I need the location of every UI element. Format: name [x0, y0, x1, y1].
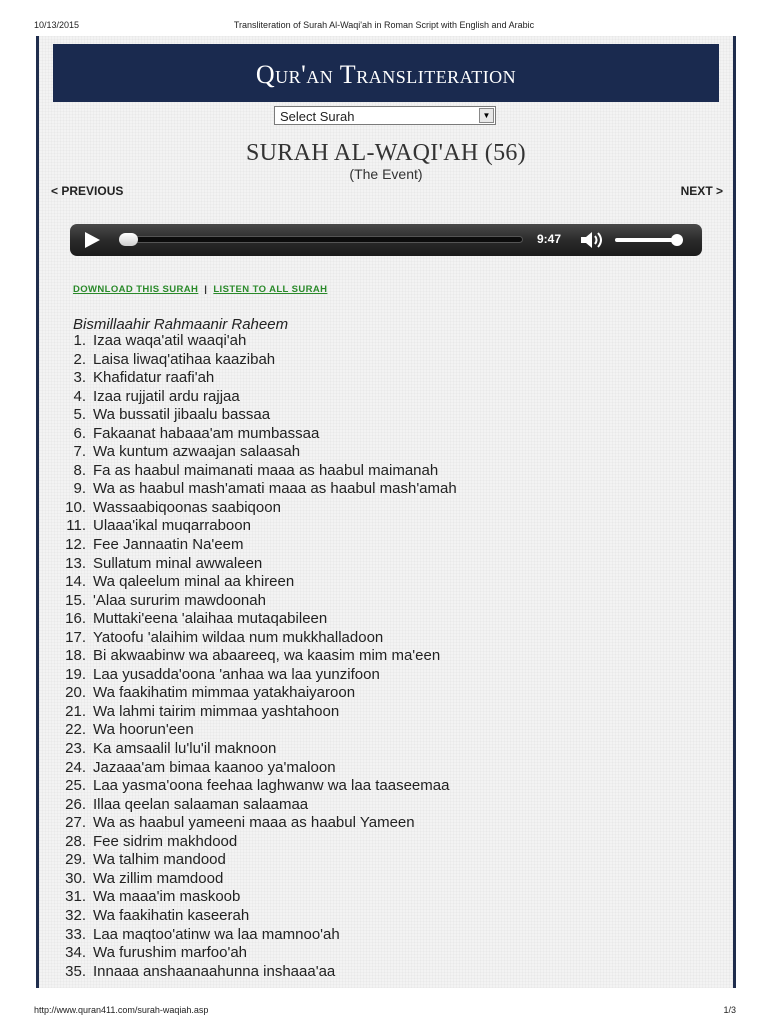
audio-player	[70, 224, 702, 256]
verse-text: Ka amsaalil lu'lu'il maknoon	[93, 740, 277, 758]
verse-text: Wa hoorun'een	[93, 721, 194, 739]
page-frame	[36, 36, 736, 988]
verse-text: Wa talhim mandood	[93, 851, 226, 869]
verse-text: Wa zillim mamdood	[93, 869, 224, 887]
verse-number: 24.	[65, 758, 86, 776]
download-surah-link[interactable]: DOWNLOAD THIS SURAH	[73, 284, 199, 295]
verse-number: 1.	[73, 332, 86, 349]
verse-number: 11.	[66, 517, 86, 535]
verse-text: Fee sidrim makhdood	[93, 832, 238, 850]
verse-number: 3.	[73, 369, 86, 387]
verse-number: 18.	[65, 647, 86, 665]
verse-number: 17.	[65, 628, 86, 646]
print-url: http://www.quran411.com/surah-waqiah.asp	[34, 1005, 209, 1015]
verse-number: 9.	[73, 480, 86, 498]
verse-text: Laa yusadda'oona 'anhaa wa laa yunzifoon	[93, 665, 380, 683]
verse-text: Sullatum minal awwaleen	[93, 554, 263, 572]
chevron-down-icon[interactable]: ▼	[479, 108, 494, 123]
surah-select-value: Select Surah	[280, 109, 355, 124]
verse-number: 19.	[65, 665, 86, 683]
verse-text: Ulaaa'ikal muqarraboon	[93, 517, 251, 535]
verse-number: 2.	[73, 350, 86, 368]
verse-text: Fa as haabul maimanati maaa as haabul maimanah	[93, 461, 439, 479]
verse-text: Wa qaleelum minal aa khireen	[93, 573, 295, 591]
verse-text: Wassaabiqoonas saabiqoon	[93, 498, 281, 516]
page-subtitle: (The Event)	[349, 166, 423, 182]
verse-text: Wa maaa'im maskoob	[93, 888, 241, 906]
verse-text: Fee Jannaatin Na'eem	[93, 536, 244, 554]
verse-number: 30.	[65, 869, 86, 887]
verse-text: Innaaa anshaanaahunna inshaaa'aa	[93, 962, 336, 980]
verse-number: 6.	[73, 424, 86, 442]
verse-number: 28.	[65, 832, 86, 850]
verse-number: 12.	[65, 536, 86, 554]
verse-number: 20.	[65, 684, 86, 702]
bismillah: Bismillaahir Rahmaanir Raheem	[73, 316, 289, 333]
print-date: 10/13/2015	[34, 20, 80, 30]
verse-text: Illaa qeelan salaaman salaamaa	[93, 795, 309, 813]
verse-text: Wa as haabul mash'amati maaa as haabul mash'amah	[93, 480, 457, 498]
verse-text: Yatoofu 'alaihim wildaa num mukkhalladoon	[93, 628, 384, 646]
verse-number: 34.	[65, 944, 86, 962]
print-title: Transliteration of Surah Al-Waqi'ah in Roman Script with English and Arabic	[233, 20, 535, 30]
verse-number: 33.	[65, 925, 86, 943]
verse-text: Jazaaa'am bimaa kaanoo ya'maloon	[93, 758, 336, 776]
print-page-number: 1/3	[723, 1005, 736, 1015]
verse-text: Laisa liwaq'atihaa kaazibah	[93, 350, 276, 368]
verse-text: Wa faakihatin kaseerah	[93, 906, 250, 924]
volume-thumb[interactable]	[671, 234, 683, 246]
verse-text: Wa as haabul yameeni maaa as haabul Yameen	[93, 814, 415, 832]
verse-number: 7.	[73, 443, 86, 461]
verse-text: Fakaanat habaaa'am mumbassaa	[93, 424, 320, 442]
verse-number: 14.	[65, 573, 86, 591]
verse-text: Bi akwaabinw wa abaareeq, wa kaasim mim ma'een	[93, 647, 441, 665]
seek-thumb[interactable]	[119, 233, 138, 246]
link-separator: |	[204, 284, 208, 295]
page-title: SURAH AL-WAQI'AH (56)	[246, 140, 526, 166]
surah-select[interactable]	[274, 106, 496, 125]
surah-links	[73, 284, 327, 295]
verse-number: 27.	[65, 814, 86, 832]
verse-number: 26.	[65, 795, 86, 813]
verse-number: 4.	[73, 387, 86, 405]
verse-text: Wa faakihatim mimmaa yatakhaiyaroon	[93, 684, 356, 702]
volume-icon[interactable]	[578, 229, 604, 251]
verse-number: 25.	[65, 777, 86, 795]
verse-text: Muttaki'eena 'alaihaa mutaqabileen	[93, 610, 328, 628]
verse-number: 31.	[65, 888, 86, 906]
site-banner[interactable]: Qur'an Transliteration	[53, 44, 719, 102]
verse-number: 10.	[65, 498, 86, 516]
verse-text: Khafidatur raafi'ah	[93, 369, 215, 387]
verse-number: 16.	[65, 610, 86, 628]
verse-number: 15.	[65, 591, 86, 609]
verse-number: 29.	[65, 851, 86, 869]
play-icon[interactable]	[85, 232, 100, 248]
verse-number: 21.	[65, 702, 86, 720]
verse-text: Izaa waqa'atil waaqi'ah	[93, 332, 247, 349]
verse-text: Laa maqtoo'atinw wa laa mamnoo'ah	[93, 925, 340, 943]
verse-text: Wa lahmi tairim mimmaa yashtahoon	[93, 702, 340, 720]
previous-link[interactable]: < PREVIOUS	[51, 184, 124, 198]
verse-number: 32.	[65, 906, 86, 924]
verse-number: 22.	[65, 721, 86, 739]
verse-text: Laa yasma'oona feehaa laghwanw wa laa taaseemaa	[93, 777, 450, 795]
verse-text: Wa kuntum azwaajan salaasah	[93, 443, 301, 461]
seek-track[interactable]	[119, 236, 523, 243]
listen-all-link[interactable]: LISTEN TO ALL SURAH	[213, 284, 328, 295]
verse-number: 5.	[73, 406, 86, 424]
verse-text: Izaa rujjatil ardu rajjaa	[93, 387, 240, 405]
time-display: 9:47	[537, 232, 562, 246]
verse-text: 'Alaa sururim mawdoonah	[93, 591, 266, 609]
verse-number: 8.	[73, 461, 86, 479]
verse-number: 23.	[65, 740, 86, 758]
print-footer	[0, 1000, 768, 1024]
verse-text: Wa bussatil jibaalu bassaa	[93, 406, 271, 424]
verse-text: Wa furushim marfoo'ah	[93, 944, 248, 962]
print-header	[0, 0, 768, 30]
verse-number: 35.	[65, 962, 86, 980]
verse-number: 13.	[65, 554, 86, 572]
next-link[interactable]: NEXT >	[680, 184, 723, 198]
